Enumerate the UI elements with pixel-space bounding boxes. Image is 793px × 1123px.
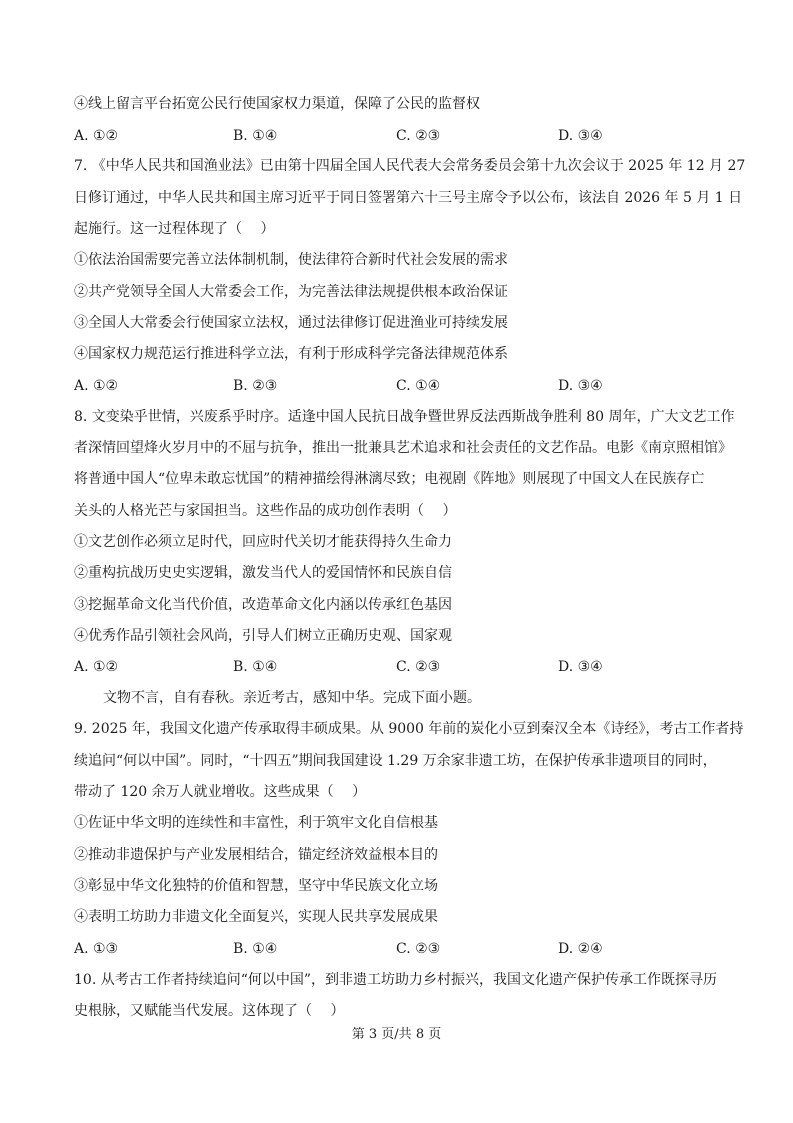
carryover-statement-4: ④线上留言平台拓宽公民行使国家权力渠道，保障了公民的监督权	[74, 96, 480, 112]
q8-statement-2: ②重构抗战历史史实逻辑，激发当代人的爱国情怀和民族自信	[74, 565, 452, 581]
q8-stem-line-2: 者深情回望烽火岁月中的不屈与抗争，推出一批兼具艺术追求和社会责任的文艺作品。电影《南京照相馆》	[74, 440, 732, 456]
q7-statement-1: ①依法治国需要完善立法体制机制，使法律符合新时代社会发展的需求	[74, 252, 508, 268]
q10-stem-line-2: 史根脉，又赋能当代发展。这体现了（ ）	[74, 1003, 345, 1019]
carryover-option-b: B. ①④	[233, 128, 278, 144]
q9-statement-4: ④表明工坊助力非遗文化全面复兴，实现人民共享发展成果	[74, 909, 438, 925]
q7-option-b: B. ②③	[233, 378, 278, 394]
q9-stem-line-3: 带动了 120 余万人就业增收。这些成果（ ）	[74, 784, 367, 800]
q7-stem-line-2: 日修订通过，中华人民共和国主席习近平于同日签署第六十三号主席令予以公布，该法自 2026 年 5 月 1 日	[74, 190, 743, 206]
page-number-footer: 第 3 页/共 8 页	[351, 1027, 442, 1042]
q9-option-b: B. ①④	[233, 941, 278, 957]
q9-option-a: A. ①③	[74, 941, 119, 957]
q8-stem-line-3: 将普通中国人“位卑未敢忘忧国”的精神描绘得淋漓尽致；电视剧《阵地》则展现了中国文人在民族存亡	[74, 471, 705, 487]
q8-stem-line-4: 关头的人格光芒与家国担当。这些作品的成功创作表明（ ）	[74, 503, 457, 519]
q8-statement-4: ④优秀作品引领社会风尚，引导人们树立正确历史观、国家观	[74, 628, 452, 644]
q7-statement-3: ③全国人大常委会行使国家立法权，通过法律修订促进渔业可持续发展	[74, 315, 508, 331]
q8-option-c: C. ②③	[396, 659, 441, 675]
group-intro: 文物不言，自有春秋。亲近考古，感知中华。完成下面小题。	[103, 690, 481, 706]
q7-statement-2: ②共产党领导全国人大常委会工作，为完善法律法规提供根本政治保证	[74, 284, 508, 300]
q9-stem-line-2: 续追问“何以中国”。同时，“十四五”期间我国建设 1.29 万余家非遗工坊，在保护传承非遗项目的同时，	[74, 753, 717, 769]
q7-statement-4: ④国家权力规范运行推进科学立法，有利于形成科学完备法律规范体系	[74, 346, 508, 362]
q10-stem-line-1: 10. 从考古工作者持续追问“何以中国”，到非遗工坊助力乡村振兴，我国文化遗产保护传承工作既探寻历	[74, 972, 718, 988]
q9-statement-1: ①佐证中华文明的连续性和丰富性，利于筑牢文化自信根基	[74, 815, 438, 831]
carryover-option-d: D. ③④	[558, 128, 603, 144]
q7-option-d: D. ③④	[558, 378, 603, 394]
q9-option-d: D. ②④	[558, 941, 603, 957]
q7-stem-line-1: 7. 《中华人民共和国渔业法》已由第十四届全国人民代表大会常务委员会第十九次会议于 2025 年 12 月 27	[74, 158, 746, 174]
q7-stem-line-3: 起施行。这一过程体现了（ ）	[74, 221, 275, 237]
q8-statement-1: ①文艺创作必须立足时代，回应时代关切才能获得持久生命力	[74, 534, 452, 550]
q7-option-a: A. ①②	[74, 378, 119, 394]
carryover-option-a: A. ①②	[74, 128, 119, 144]
carryover-option-c: C. ②③	[396, 128, 441, 144]
q8-option-a: A. ①②	[74, 659, 119, 675]
q9-option-c: C. ②③	[396, 941, 441, 957]
q8-stem-line-1: 8. 文变染乎世情，兴废系乎时序。适逢中国人民抗日战争暨世界反法西斯战争胜利 80 周年，广大文艺工作	[74, 409, 735, 425]
q9-statement-3: ③彰显中华文化独特的价值和智慧，坚守中华民族文化立场	[74, 878, 438, 894]
q8-option-d: D. ③④	[558, 659, 603, 675]
q8-statement-3: ③挖掘革命文化当代价值，改造革命文化内涵以传承红色基因	[74, 597, 452, 613]
q7-option-c: C. ①④	[396, 378, 441, 394]
q9-statement-2: ②推动非遗保护与产业发展相结合，锚定经济效益根本目的	[74, 847, 438, 863]
q9-stem-line-1: 9. 2025 年，我国文化遗产传承取得丰硕成果。从 9000 年前的炭化小豆到秦汉全本《诗经》，考古工作者持	[74, 721, 744, 737]
q8-option-b: B. ①④	[233, 659, 278, 675]
